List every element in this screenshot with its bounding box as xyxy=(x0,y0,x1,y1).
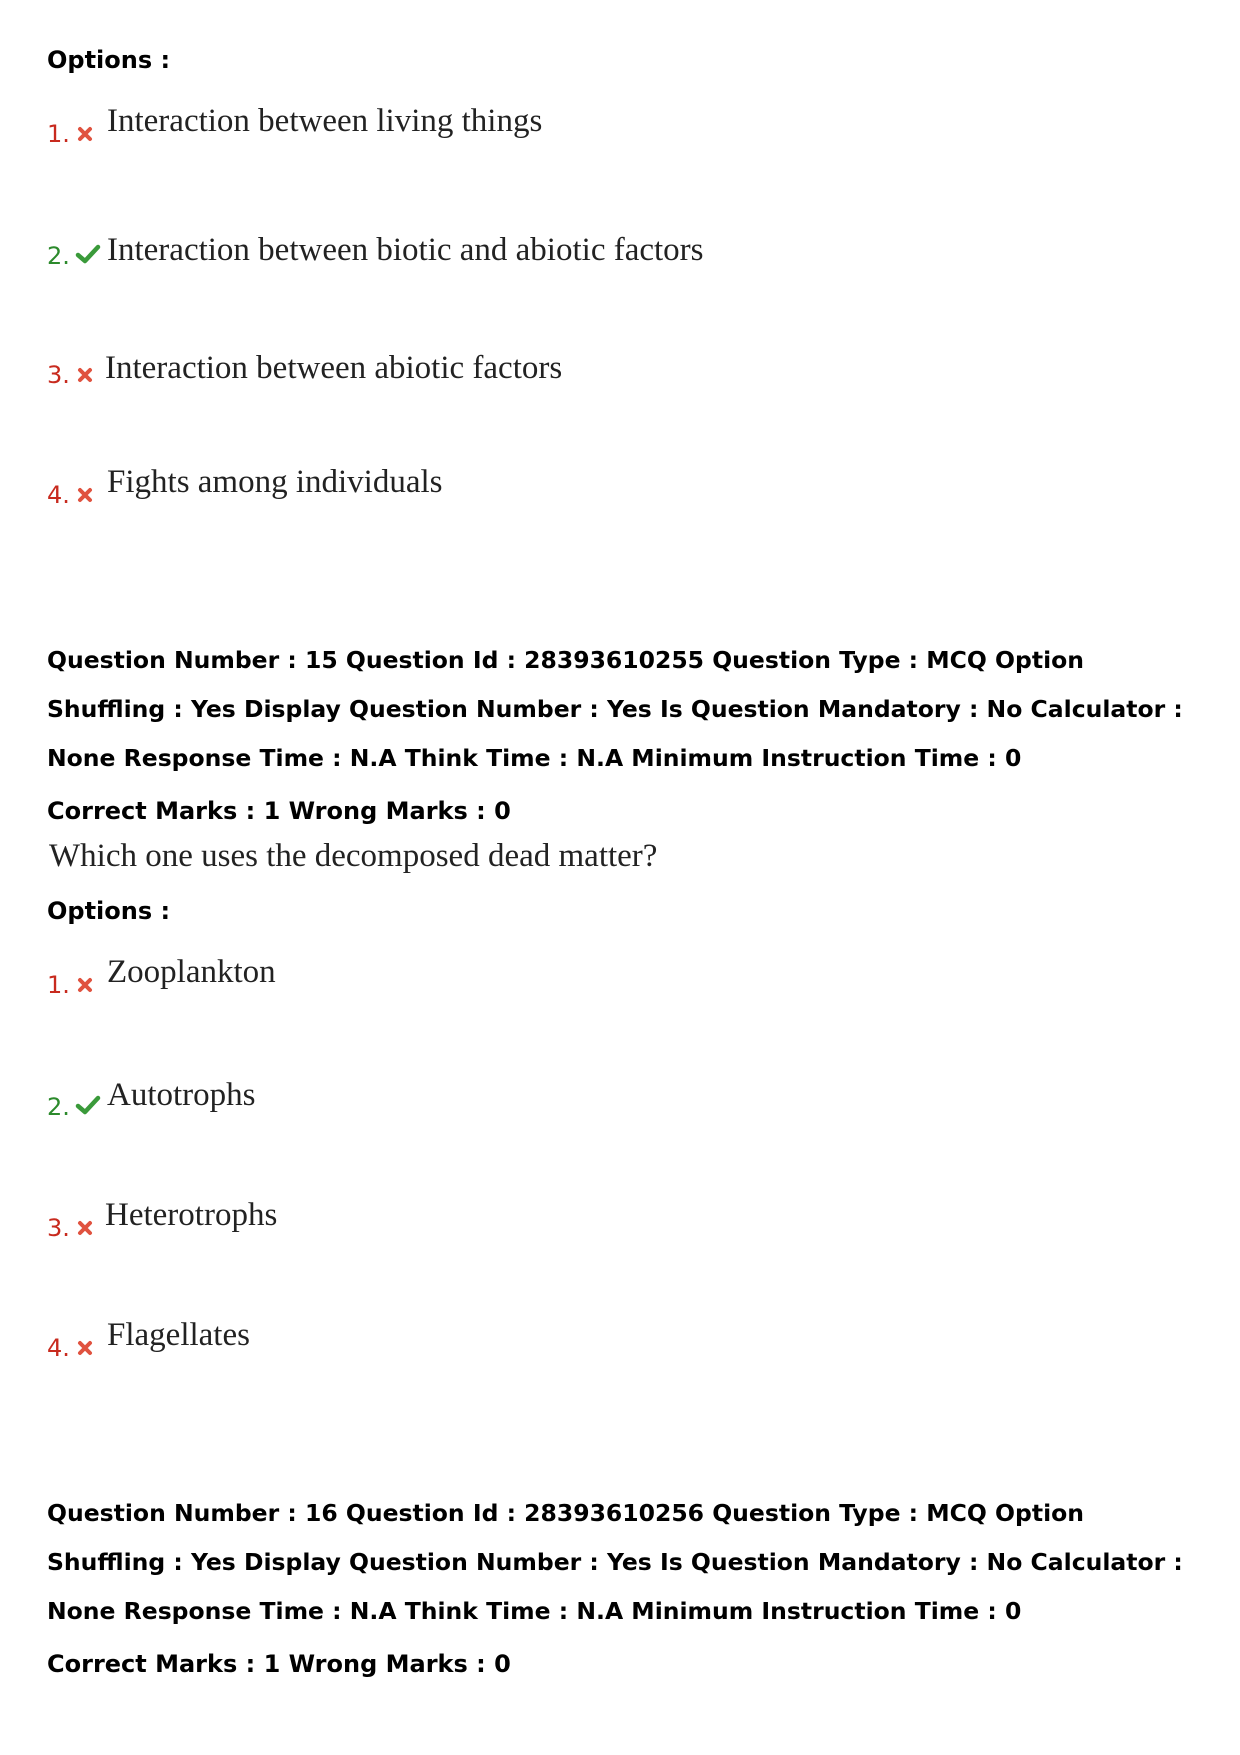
option-text: Interaction between abiotic factors xyxy=(105,350,563,386)
option-number: 2. xyxy=(47,242,70,270)
cross-icon xyxy=(77,367,93,383)
option-number: 3. xyxy=(47,361,70,389)
options-label: Options : xyxy=(47,46,171,74)
cross-icon xyxy=(77,977,93,993)
option-number: 4. xyxy=(47,481,70,509)
option-text: Autotrophs xyxy=(107,1077,256,1113)
cross-icon xyxy=(77,126,93,142)
option-number: 4. xyxy=(47,1334,70,1362)
option-number: 1. xyxy=(47,120,70,148)
option-text: Interaction between biotic and abiotic factors xyxy=(107,232,704,268)
option-text: Flagellates xyxy=(107,1317,250,1353)
question-marks: Correct Marks : 1 Wrong Marks : 0 xyxy=(47,797,511,825)
option-text: Fights among individuals xyxy=(107,464,443,500)
question-text: Which one uses the decomposed dead matter? xyxy=(49,838,658,874)
option-number: 1. xyxy=(47,971,70,999)
cross-icon xyxy=(77,1340,93,1356)
check-icon xyxy=(75,243,101,265)
options-label: Options : xyxy=(47,897,171,925)
cross-icon xyxy=(77,487,93,503)
question-meta: Question Number : 16 Question Id : 28393610256 Question Type : MCQ Option Shuffling : Yes Display Question Number : Yes Is Question Mandatory : No Calculator : None Response Time : N.A Think Time : N.A Minimum Instruction Time : 0 xyxy=(47,1499,1183,1625)
option-text: Interaction between living things xyxy=(107,103,543,139)
option-text: Heterotrophs xyxy=(105,1197,278,1233)
option-text: Zooplankton xyxy=(107,954,276,990)
option-number: 2. xyxy=(47,1093,70,1121)
option-number: 3. xyxy=(47,1214,70,1242)
check-icon xyxy=(75,1094,101,1116)
question-meta: Question Number : 15 Question Id : 28393610255 Question Type : MCQ Option Shuffling : Yes Display Question Number : Yes Is Question Mandatory : No Calculator : None Response Time : N.A Think Time : N.A Minimum Instruction Time : 0 xyxy=(47,646,1183,772)
cross-icon xyxy=(77,1220,93,1236)
question-marks: Correct Marks : 1 Wrong Marks : 0 xyxy=(47,1650,511,1678)
